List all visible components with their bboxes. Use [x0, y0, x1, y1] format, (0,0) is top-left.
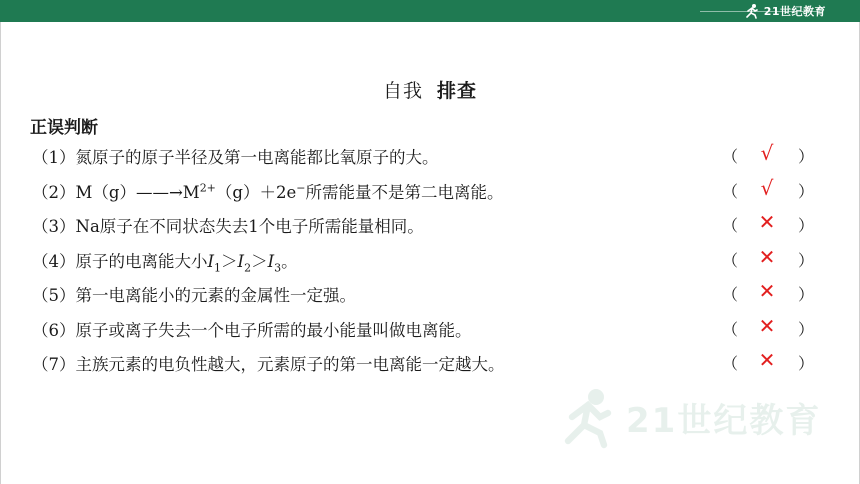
logo-text: 21世纪教育: [763, 5, 826, 18]
watermark-runner-icon: [556, 385, 620, 449]
list-item: [32, 348, 832, 383]
header-bar: [0, 0, 860, 22]
cross-mark-icon: ✕: [758, 279, 776, 303]
judgment-list: [32, 141, 832, 383]
runner-logo-icon: [744, 3, 760, 19]
cross-mark-icon: ✕: [758, 210, 776, 234]
item-text: （1）氮原子的原子半径及第一电离能都比氧原子的大。: [32, 148, 439, 167]
title-part-2: 排查: [437, 80, 478, 102]
watermark-text: 21世纪教育: [626, 401, 822, 441]
answer-paren-left: （: [722, 147, 739, 166]
answer-paren-left: （: [722, 354, 739, 373]
list-item: [32, 210, 832, 245]
brand-logo: [744, 2, 826, 20]
list-item: [32, 176, 832, 211]
title-part-1: 自我: [382, 80, 423, 102]
check-mark-icon: √: [760, 141, 774, 165]
item-text: （4）原子的电离能大小$I_1>I_2>I_3$。: [32, 251, 298, 274]
cross-mark-icon: ✕: [758, 313, 776, 338]
answer-paren-left: （: [722, 285, 739, 304]
answer-paren-right: ）: [798, 181, 815, 201]
list-item: [32, 141, 832, 176]
page-title: [0, 76, 860, 103]
answer-paren-left: （: [722, 319, 739, 339]
answer-paren-right: ）: [798, 147, 815, 166]
check-mark-icon: √: [760, 175, 774, 200]
list-item: [32, 245, 832, 280]
cross-mark-icon: ✕: [758, 348, 776, 372]
answer-paren-right: ）: [798, 319, 815, 339]
item-text: $(2)M(g)——\to M^{2+}(g)+2e^-$所需能量不是第二电离能。: [32, 181, 504, 202]
answer-paren-right: ）: [798, 285, 815, 304]
answer-paren-left: （: [722, 181, 739, 201]
list-item: [32, 279, 832, 314]
item-text: （7）主族元素的电负性越大，元素原子的第一电离能一定越大。: [32, 355, 505, 374]
answer-paren-right: ）: [798, 250, 815, 270]
answer-paren-right: ）: [798, 216, 815, 235]
item-text: （6）原子或离子失去一个电子所需的最小能量叫做电离能。: [32, 320, 472, 340]
list-item: [32, 314, 832, 349]
section-label: 正误判断: [30, 118, 98, 138]
answer-paren-right: ）: [798, 354, 815, 373]
watermark-logo: [556, 385, 836, 465]
answer-paren-left: （: [722, 250, 739, 270]
item-text: （5）第一电离能小的元素的金属性一定强。: [32, 286, 356, 305]
answer-paren-left: （: [722, 216, 739, 235]
item-text: （3）Na原子在不同状态失去1个电子所需能量相同。: [32, 217, 424, 236]
cross-mark-icon: ✕: [758, 244, 776, 269]
